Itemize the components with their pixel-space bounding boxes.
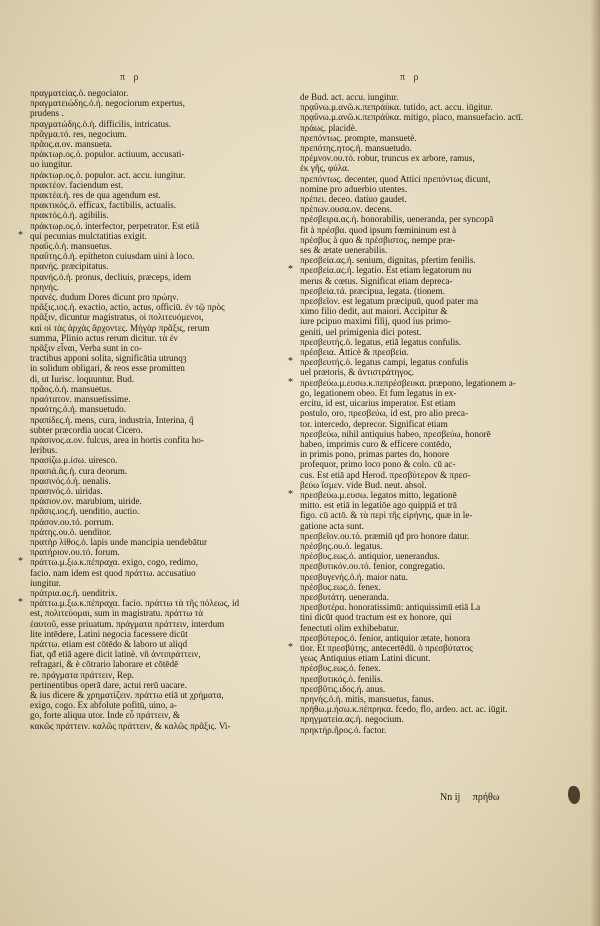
entry-text: πράσιον.ον. marubium, uiride. (30, 496, 142, 507)
entry-line (30, 221, 268, 231)
entry-line (30, 425, 268, 435)
asterisk-mark: * (288, 264, 293, 276)
entry-line (30, 88, 268, 98)
entry-line (300, 214, 550, 224)
entry-line (30, 272, 268, 282)
entry-text: refragari, & è cōtrario laborare et cōtēdē (30, 659, 179, 670)
entry-line (30, 476, 268, 486)
entry-text: βεύω ἴσμεν. vide Bud. neut. absol. (300, 479, 427, 490)
entry-line (300, 561, 550, 571)
asterisk-mark: * (288, 641, 293, 653)
entry-line (300, 112, 550, 122)
entry-line (30, 333, 268, 343)
entry-line (30, 527, 268, 537)
entry-text: πράτρια.ας.ἡ. uenditrix. (30, 587, 118, 598)
entry-text: πρᾶξις.ιος.ἡ. exactio, actio, actus, officiū. ἐν τῷ πρὸς (30, 302, 225, 313)
entry-line (30, 384, 268, 394)
entry-text: go, legationem obeo. Et fum legatus in ex- (300, 387, 457, 398)
entry-text: πράττω.μ.ξω.κ.πέπραχα. facio. πράττω τὰ τῆς πόλεως, id (30, 598, 240, 609)
entry-text: πρεσβυγενής.ὁ.ἡ. maior natu. (300, 571, 409, 582)
entry-text: facio. nam idem est quod πράττω. accusatiuo (30, 567, 196, 578)
entry-line (30, 415, 268, 425)
entry-line (300, 286, 550, 296)
entry-line (300, 316, 550, 326)
entry-line (30, 159, 268, 169)
entry-line (30, 210, 268, 220)
entry-text: iungitur. (30, 577, 61, 588)
entry-text: ximo filio dedit, aut maiori. Accipitur & (300, 306, 448, 317)
entry-text: πρατήριον.ου.τό. forum. (30, 547, 120, 558)
entry-line (30, 496, 268, 506)
entry-text: πρήθω.μ.ήσω.κ.πέπρηκα. fcedo, flo, ardeo. act. ac. iūgit. (300, 704, 508, 715)
entry-line (300, 623, 550, 633)
entry-text: πρᾶσις.ιος.ἡ. uenditio, auctio. (30, 506, 140, 517)
entry-line (288, 488, 550, 500)
entry-text: prudens . (30, 108, 64, 119)
entry-text: πρεσβυτάτη. ueneranda. (300, 591, 389, 602)
entry-text: πρέμνον.ου.τό. robur, truncus ex arbore, ramus, (300, 153, 475, 164)
entry-text: uel prætoris, & ἀντιστράτηγος. (300, 367, 414, 378)
catchword: πρήθω (472, 792, 500, 803)
entry-line (30, 568, 268, 578)
entry-line (30, 312, 268, 322)
entry-text: gatione acta sunt. (300, 520, 365, 531)
entry-text: πρεπόντως. prompte, mansuetè. (300, 132, 417, 143)
entry-line (30, 466, 268, 476)
entry-text: πρασινός.ὁ.ἡ. uenalis. (30, 475, 111, 486)
entry-text: πρεσβεῖον. est legatum præcipuū, quod pater ma (300, 296, 479, 307)
entry-text: πρεσβεία.ας.ἡ. senium, dignitas, pfertim fenilis. (300, 255, 476, 266)
entry-line (30, 394, 268, 404)
entry-text: est, πολιτεύομαι, sum in magistratu. πράττω τὰ (30, 608, 204, 619)
entry-text: πραγματείας.ὁ. negociator. (30, 88, 129, 98)
entry-text: κακῶς πράττειν. καλῶς πράττειν, & καλῶς πρᾶξις. Vi- (30, 720, 231, 731)
entry-line (30, 119, 268, 129)
entry-line (30, 455, 268, 465)
entry-line (30, 639, 268, 649)
entry-line (30, 578, 268, 588)
entry-line (300, 296, 550, 306)
entry-line (30, 710, 268, 720)
entry-line (300, 470, 550, 480)
entry-text: tini dicūt quod tractum est ex honore, qui (300, 612, 452, 623)
ink-stain (568, 786, 580, 804)
entry-text: nomine pro aduerbio utentes. (300, 183, 408, 194)
entry-line (300, 694, 550, 704)
entry-text: postulo, oro, πρεσβεύω, id est, pro alio preca- (300, 408, 469, 419)
entry-line (300, 92, 550, 102)
entry-line (30, 517, 268, 527)
entry-line (30, 690, 268, 700)
entry-line (300, 449, 550, 459)
entry-text: πρεσβεύω.μ.ευσω. legatos mitto, legationē (300, 489, 457, 500)
entry-text: πρακτέον. faciendum est. (30, 179, 124, 190)
entry-line (18, 556, 268, 568)
entry-text: fenectuti olim exhibebatur. (300, 622, 399, 633)
entry-line (300, 429, 550, 439)
entry-line (18, 597, 268, 609)
entry-line (30, 292, 268, 302)
asterisk-mark: * (18, 597, 23, 609)
entry-line (30, 98, 268, 108)
entry-line (300, 531, 550, 541)
entry-text: πρεσβυτέρα. honoratissimū: antiquissimū etiā La (300, 602, 481, 613)
asterisk-mark: * (18, 229, 23, 241)
entry-text: figo. cū actō. & τὰ περὶ τῆς εἰρήνης, quæ in le- (300, 510, 473, 521)
entry-text: πρέσβης.ου.ὁ. legatus. (300, 540, 383, 551)
entry-text: πρέσβειρα.ας.ἡ. honorabilis, ueneranda, per syncopā (300, 214, 494, 225)
entry-line (30, 659, 268, 669)
entry-line (300, 306, 550, 316)
entry-line (30, 241, 268, 251)
entry-line (300, 500, 550, 510)
entry-line (300, 388, 550, 398)
entry-line (300, 398, 550, 408)
entry-text: πραότης.ὁ.ἡ. mansuetudo. (30, 404, 127, 415)
entry-text: ἐκ γῆς, φύλα. (300, 163, 350, 174)
entry-line (300, 572, 550, 582)
entry-text: πρέσβυς.εως.ὁ. antiquior, uenerandus. (300, 551, 440, 562)
entry-line (288, 376, 550, 388)
entry-line (300, 174, 550, 184)
entry-line (288, 641, 550, 653)
entry-text: πρακτικός.ὁ. efficax, factibilis, actualis. (30, 200, 176, 211)
entry-line (30, 445, 268, 455)
entry-line (30, 547, 268, 557)
entry-text: habeo, imprimis curo & efficere contēdo, (300, 438, 452, 449)
entry-line (300, 327, 550, 337)
entry-line (30, 251, 268, 261)
entry-text: πρηγματεία.ας.ἡ. negocium. (300, 714, 404, 725)
entry-line (30, 353, 268, 363)
entry-line (300, 653, 550, 663)
entry-text: leribus. (30, 445, 58, 456)
entry-line (300, 612, 550, 622)
entry-line (30, 486, 268, 496)
entry-text: πρᾶος.ὁ.ἡ. mansuetus. (30, 383, 112, 394)
entry-line (300, 684, 550, 694)
entry-line (300, 235, 550, 245)
entry-text: πράκτωρ.ος.ὁ. populor. actiuum, accusati- (30, 149, 185, 160)
signature-mark: Nn ij (440, 792, 461, 803)
entry-line (300, 123, 550, 133)
entry-text: tractibus apponi solita, significātia utrunqȝ (30, 353, 187, 364)
entry-line (30, 363, 268, 373)
entry-text: πρεσβῦτις.ιδος.ἡ. anus. (300, 683, 386, 694)
entry-line (30, 149, 268, 159)
entry-text: in primis pono, primas partes do, honore (300, 449, 450, 460)
entry-line (30, 200, 268, 210)
entry-text: πρεπόντως. decenter, quod Attici πρεπόντως dicunt, (300, 173, 491, 184)
entry-text: πραΰς.ὁ.ἡ. mansuetus. (30, 241, 112, 252)
entry-line (30, 180, 268, 190)
entry-text: πρανής.ὁ.ἡ. pronus, decliuis, præceps, idem (30, 271, 192, 282)
entry-text: πρεσβεύω.μ.ευσω.κ.πεπρέσβευκα. præpono, legationem a- (300, 377, 516, 388)
entry-text: πρεσβυτικός.ὁ. fenilis. (300, 673, 383, 684)
left-running-head: π ρ (120, 72, 142, 83)
entry-line (300, 419, 550, 429)
entry-line (300, 255, 550, 265)
entry-line (288, 356, 550, 368)
asterisk-mark: * (288, 356, 293, 368)
entry-line (30, 302, 268, 312)
entry-text: cus. Est etiā apd Herod. πρεσβύτερον & πρεσ- (300, 469, 471, 480)
entry-line (300, 204, 550, 214)
entry-line (300, 347, 550, 357)
entry-line (30, 670, 268, 680)
entry-text: uo iungitur. (30, 159, 73, 170)
entry-text: πράως. placidè. (300, 122, 358, 133)
entry-line (300, 714, 550, 724)
entry-text: πρεσβυτικόν.ου.τό. fenior, congregatio. (300, 561, 446, 572)
entry-text: πραγματειώδης.ὁ.ἡ. negociorum expertus, (30, 98, 185, 109)
entry-line (30, 343, 268, 353)
entry-line (30, 129, 268, 139)
entry-text: tior. Et πρεσβύτης, antecertēdū. ὁ πρεσβύτατος (300, 642, 473, 653)
entry-line (300, 521, 550, 531)
entry-line (300, 674, 550, 684)
entry-text: ἑαυτοῦ, esse priuatum. πράγματα πράττειν, interdum (30, 618, 225, 629)
entry-text: πρασιά.ᾶς.ἡ. cura deorum. (30, 465, 128, 476)
entry-line (30, 404, 268, 414)
entry-line (300, 367, 550, 377)
entry-line (300, 663, 550, 673)
entry-line (18, 229, 268, 241)
entry-text: πρεσβεύω, nihil antiquius habeo, πρεσβεύω, honorē (300, 428, 491, 439)
entry-line (30, 619, 268, 629)
entry-text: ses & ætate uenerabilis. (300, 245, 388, 256)
entry-text: in solidum obligari, & reos esse promitten (30, 363, 185, 374)
entry-text: de Bud. act. accu. iungitur. (300, 92, 399, 102)
entry-text: πρηκτήρ.ῆρος.ὁ. factor. (300, 724, 387, 735)
asterisk-mark: * (288, 376, 293, 388)
entry-text: πρᾶξιν, dicuntur magistratus, οἱ πολιτευόμενοι, (30, 312, 204, 323)
entry-text: mitto. est etiā in legatiōe ago quippiā et trā (300, 500, 457, 511)
entry-text: γεως Antiquius etiam Latini dicunt. (300, 653, 431, 664)
entry-text: πρακτέα.ἡ. res de qua agendum est. (30, 190, 161, 201)
entry-text: πρανής. præcipitatus. (30, 261, 109, 272)
entry-text: πρασινός.ὁ. uiridas. (30, 485, 103, 496)
entry-text: πραΰτης.ὁ.ἡ. epitheton cuiusdam uini à loco. (30, 251, 195, 262)
entry-text: πρηνής.ὁ.ἡ. mitis, mansuetus, fanus. (300, 693, 434, 704)
left-column (18, 88, 268, 731)
entry-line (30, 649, 268, 659)
entry-text: πρηνής. (30, 281, 59, 292)
entry-line (300, 408, 550, 418)
entry-line (300, 184, 550, 194)
entry-text: geniti, uel primigenia dici potest. (300, 326, 422, 337)
entry-text: πραγματώδης.ὁ.ἡ. difficilis, intricatus. (30, 118, 171, 129)
entry-text: πρεσβεία.τά. præcipua, legata. (tionem. (300, 285, 445, 296)
entry-text: summa, Plinio actus rerum dicitur. τὰ ἐν (30, 332, 178, 343)
entry-text: profequor, primo loco pono & colo. cū ac- (300, 459, 456, 470)
entry-line (30, 170, 268, 180)
entry-line (30, 588, 268, 598)
entry-line (300, 582, 550, 592)
entry-line (300, 510, 550, 520)
entry-text: πρατὴρ λίθος.ὁ. lapis unde mancipia uendebātur (30, 536, 208, 547)
entry-text: di, ut Iurisc. loquuntur. Bud. (30, 373, 135, 384)
entry-text: πρᾳΰνω.μ.ανῶ.κ.πεπράϋκα. mitigo, placo, mansuefacio. actī. (300, 112, 524, 123)
entry-text: πρανές. dudum Dores dicunt pro πρώην. (30, 292, 179, 303)
entry-line (300, 551, 550, 561)
entry-text: καὶ οἱ τὰς ἀρχὰς ἄρχοντες. Μὴγὰρ πρᾶξις, rerum (30, 322, 210, 333)
entry-line (300, 194, 550, 204)
entry-text: πρεπότης.ητος.ἡ. mansuetudo. (300, 143, 412, 154)
entry-line (288, 264, 550, 276)
entry-text: πρέσβυς.εως.ὁ. fenex. (300, 663, 381, 674)
asterisk-mark: * (288, 488, 293, 500)
entry-line (30, 608, 268, 618)
entry-text: exigo, cogo. Ex abfolute pofitū, uino, a- (30, 700, 177, 711)
entry-text: lite intēdere, Latini negocia facessere dicūt (30, 628, 188, 639)
entry-line (30, 282, 268, 292)
entry-text: tor. intercedo, deprecor. Significat etiam (300, 418, 448, 429)
entry-text: πρᾳΰνω.μ.ανῶ.κ.πεπράϋκα. tutido, act. accu. iūgitur. (300, 102, 493, 113)
entry-text: fiat, qđ etiā agere dicit latinè. vñ ἀντιπράττειν, (30, 649, 201, 660)
entry-line (300, 143, 550, 153)
entry-line (30, 323, 268, 333)
entry-text: πρᾶξιν εἶναι, Verba sunt in co- (30, 343, 142, 354)
entry-line (300, 725, 550, 735)
entry-line (300, 480, 550, 490)
entry-line (30, 700, 268, 710)
entry-line (300, 459, 550, 469)
entry-line (30, 435, 268, 445)
entry-line (300, 541, 550, 551)
entry-line (300, 153, 550, 163)
entry-text: πρᾶος.α.ον. mansueta. (30, 139, 113, 150)
entry-line (30, 374, 268, 384)
entry-text: & ius dicere & χρηματίζειν. πράττω etiā ut χρήματα, (30, 689, 224, 700)
entry-text: πράκτωρ.ος.ὁ. populor. act. accu. iungitur. (30, 169, 186, 180)
entry-text: πραότατον. mansuetissime. (30, 394, 131, 405)
entry-line (30, 190, 268, 200)
entry-line (300, 276, 550, 286)
entry-text: ercitu, id est, uicarius imperator. Est etiam (300, 398, 456, 409)
entry-text: πρεσβευτής.ὁ. legatus campi, legatus confulis (300, 357, 469, 368)
page-edge-shadow (590, 0, 600, 926)
entry-text: πρέσβεια. Atticè & πρεσβεία. (300, 347, 409, 358)
entry-text: go, forte aliqua utor. Inde εὖ πράττειν, & (30, 710, 181, 721)
entry-line (30, 139, 268, 149)
entry-line (300, 225, 550, 235)
entry-line (30, 629, 268, 639)
asterisk-mark: * (18, 556, 23, 568)
entry-text: πράσινος.α.ον. fulcus, area in hortis confita ho- (30, 434, 204, 445)
entry-line (30, 506, 268, 516)
entry-text: qui pecunias mulctatitias exigit. (30, 230, 147, 241)
entry-text: πρέσβυς.εως.ὁ. fenex. (300, 581, 381, 592)
entry-text: πραπίδες.ἡ. mens, cura, industria, Interina, q̃ (30, 414, 194, 425)
entry-text: subter præcordia uocat Cicero. (30, 424, 143, 435)
entry-text: πράττω. etiam est cōtēdo & laboro ut aliqd (30, 638, 188, 649)
entry-text: merus & cœtus. Significat etiam depreca- (300, 275, 453, 286)
entry-line (300, 633, 550, 643)
entry-line (300, 133, 550, 143)
entry-text: πρᾶγμα.τό. res, negocium. (30, 128, 127, 139)
entry-text: πράκτωρ.ος.ὁ. interfector, perpetrator. Est etiã (30, 220, 200, 231)
entry-text: πρασίζω.μ.ίσω. uiresco. (30, 455, 118, 466)
entry-text: πράσον.ου.τό. porrum. (30, 516, 114, 527)
entry-line (30, 721, 268, 731)
entry-text: πρεσβευτής.ὁ. legatus, etiā legatus confulis. (300, 336, 462, 347)
entry-line (300, 337, 550, 347)
entry-text: πρεσβεῖον.ου.τό. præmiū qđ pro honore datur. (300, 530, 470, 541)
entry-text: πρακτός.ὁ.ἡ. agibilis. (30, 210, 109, 221)
entry-line (30, 680, 268, 690)
entry-line (300, 439, 550, 449)
entry-text: πράτης.ου.ὁ. uenditor. (30, 526, 112, 537)
entry-line (300, 602, 550, 612)
entry-text: πρεσβύτερος.ὁ. fenior, antiquior ætate, honora (300, 632, 471, 643)
right-column (288, 92, 550, 735)
entry-text: pertinentibus operā dare, actui rerū uacare. (30, 679, 187, 690)
entry-line (30, 108, 268, 118)
entry-text: πρέπει. deceo. datiuo gaudet. (300, 194, 407, 205)
entry-text: πρέπων.ουσα.ον. decens. (300, 204, 393, 215)
entry-line (300, 245, 550, 255)
entry-text: πράττω.μ.ξω.κ.πέπραχα. exigo, cogo, redimo, (30, 557, 198, 568)
right-running-head: π ρ (400, 72, 422, 83)
entry-text: re. πράγματα πράττειν, Rep. (30, 669, 134, 680)
entry-line (300, 102, 550, 112)
entry-text: fit à πρέσβα. quod ipsum fœmininum est à (300, 224, 457, 235)
entry-line (30, 261, 268, 271)
entry-text: πρεσβεία.ας.ἡ. legatio. Est etiam legatorum nu (300, 265, 472, 276)
page-footer (440, 792, 509, 803)
entry-line (300, 163, 550, 173)
entry-line (300, 592, 550, 602)
entry-text: πρέσβυς à quo & πρέσβιστος, nempe præ- (300, 234, 456, 245)
entry-line (300, 704, 550, 714)
entry-line (30, 537, 268, 547)
entry-text: iure pcipuo maximi filij, quod ius primo- (300, 316, 451, 327)
